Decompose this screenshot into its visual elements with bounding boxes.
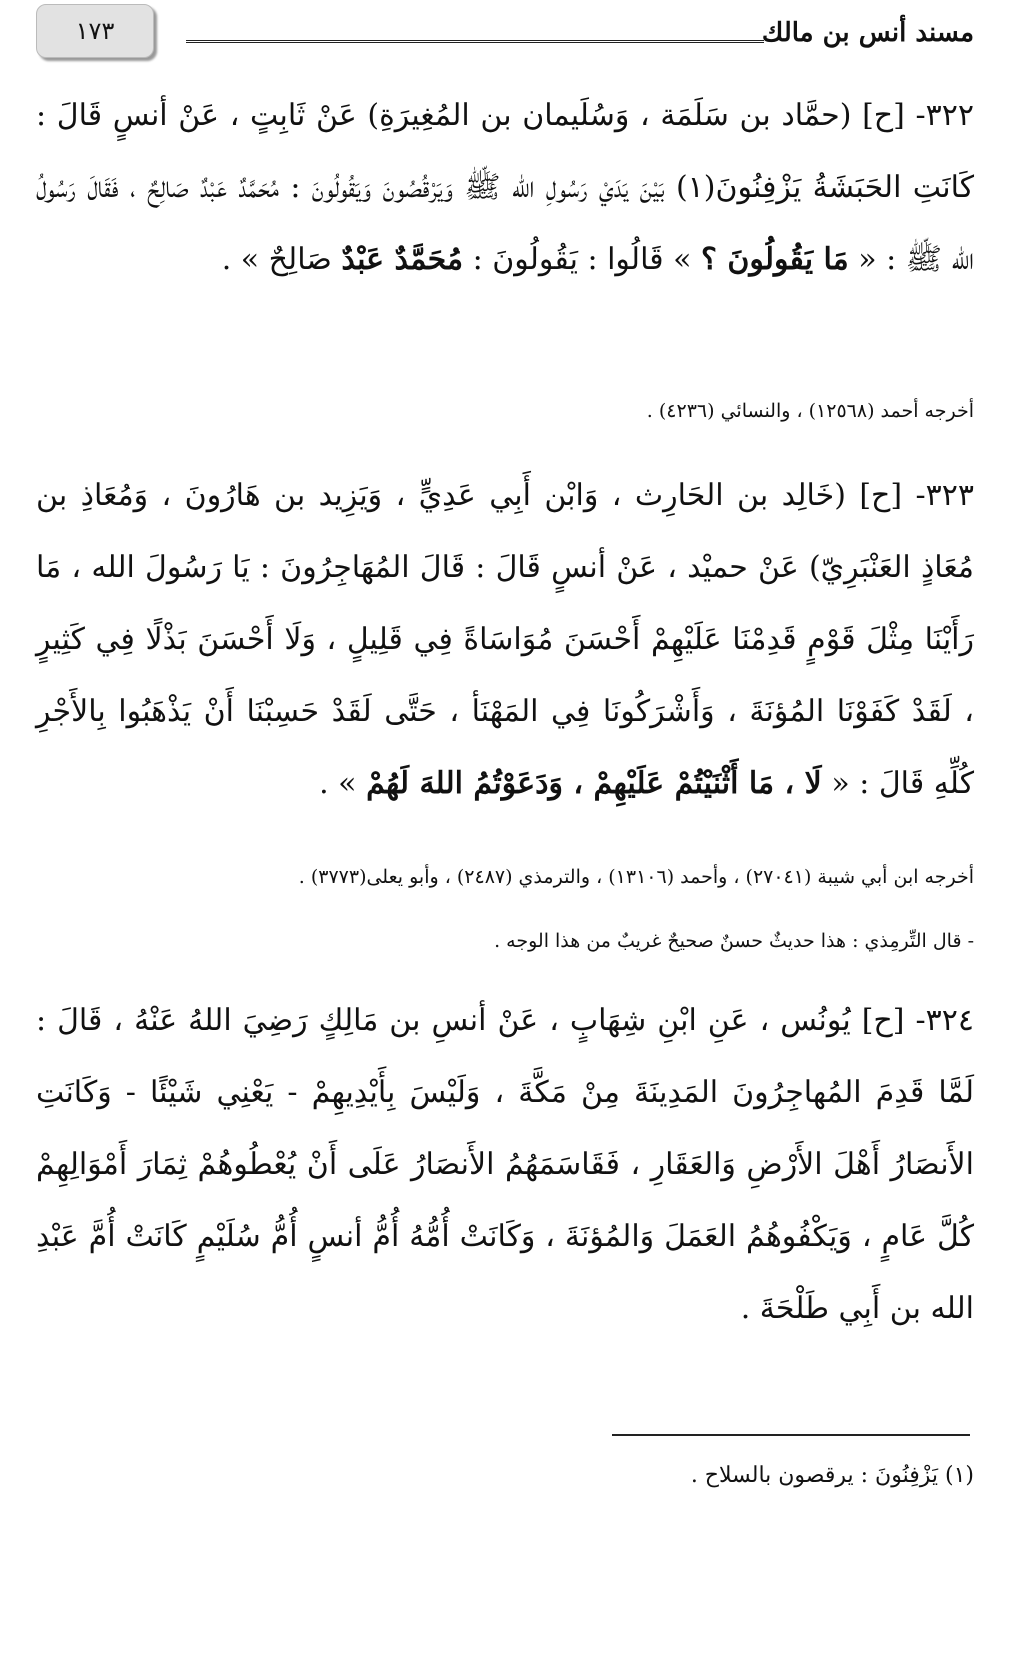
hadith-323 xyxy=(36,460,974,820)
hadith-322-quote: مُحَمَّدٌ عَبْدٌ xyxy=(341,242,464,277)
hadith-322-end: صَالِحٌ » . xyxy=(221,242,332,277)
footnote-rule xyxy=(612,1434,970,1438)
hadith-322 xyxy=(36,80,974,296)
hadith-324-text: ٣٢٤- [ح] يُونُس ، عَنِ ابْنِ شِهَابٍ ، عَنْ أنسِ بن مَالِكٍ رَضِيَ اللهُ عَنْهُ ، قَالَ : لَمَّا قَدِمَ المُهاجِرُونَ المَدِينَةَ مِنْ مَكَّةَ ، وَلَيْسَ بِأَيْدِيهِمْ - يَعْنِي شَيْئًا - وَكَانَتِ الأَنصَارُ أَهْلَ الأَرْضِ وَالعَقَارِ ، فَقَاسَمَهُمُ الأَنصَارُ عَلَى أَنْ يُعْطُوهُمْ ثِمَارَ أَمْوَالِهِمْ كُلَّ عَامٍ ، وَيَكْفُوهُمُ العَمَلَ وَالمُؤنَةَ ، وَكَانَتْ أُمُّهُ أُمُّ أنسٍ أُمُّ سُلَيْمٍ كَانَتْ أُمَّ عَبْدِ الله بن أَبِي طَلْحَةَ . xyxy=(36,1003,974,1326)
hadith-322-prophet-words: مَا يَقُولُونَ ؟ xyxy=(701,242,849,277)
hadith-323-text: ٣٢٣- [ح] (خَالِد بن الحَارِث ، وَابْن أَبِي عَدِيٍّ ، وَيَزِيد بن هَارُونَ ، وَمُعَاذِ بن مُعَاذٍ العَنْبَرِيّ) عَنْ حميْد ، عَنْ أنسٍ قَالَ : قَالَ المُهَاجِرُونَ : يَا رَسُولَ الله ، مَا رَأَيْنَا مِثْلَ قَوْمٍ قَدِمْنَا عَلَيْهِمْ أَحْسَنَ مُوَاسَاةً فِي قَلِيلٍ ، وَلَا أَحْسَنَ بَذْلًا فِي كَثِيرٍ ، لَقَدْ كَفَوْنَا المُؤنَةَ ، وَأَشْرَكُونَا فِي المَهْنَأ ، حَتَّى لَقَدْ حَسِبْنَا أَنْ يَذْهَبُوا بِالأَجْرِ كُلِّهِ قَالَ : « xyxy=(36,478,974,801)
hadith-322-text: ٣٢٢- [ح] (حمَّاد بن سَلَمَة ، وَسُلَيمان بن المُغِيرَةِ) عَنْ ثَابِتٍ ، عَنْ أنسٍ قَالَ : كَانَتِ الحَبَشَةُ يَزْفِنُونَ(١) بَيْنَ يَدَيْ رَسُولِ الله ﷺ وَيَرْقُصُونَ وَيَقُولُونَ : مُحَمَّدٌ عَبْدٌ صَالِحٌ ، فَقَالَ رَسُولُ الله ﷺ : « xyxy=(36,98,975,277)
takhrij-322: أخرجه أحمد (١٢٥٦٨) ، والنسائي (٤٢٣٦) . xyxy=(646,400,974,422)
book-title: مسند أنس بن مالك xyxy=(761,18,974,48)
tirmidhi-comment: - قال التِّرمِذي : هذا حديثٌ حسنٌ صحيحٌ غريبٌ من هذا الوجه . xyxy=(494,930,974,952)
hadith-324 xyxy=(36,985,974,1345)
hadith-322-middle: » قَالُوا : يَقُولُونَ : xyxy=(472,242,692,277)
hadith-323-prophet-words: لَا ، مَا أَثْنَيْتُمْ عَلَيْهِمْ ، وَدَعَوْتُمُ اللهَ لَهُمْ xyxy=(366,766,822,801)
header-rule xyxy=(186,40,764,46)
page-number-tab xyxy=(36,4,154,58)
hadith-323-end: » . xyxy=(319,766,357,801)
footnote: (١) يَزْفِنُونَ : يرقصون بالسلاح . xyxy=(690,1463,974,1488)
takhrij-323: أخرجه ابن أبي شيبة (٢٧٠٤١) ، وأحمد (١٣١٠٦) ، والترمذي (٢٤٨٧) ، وأبو يعلى(٣٧٧٣) . xyxy=(298,866,974,888)
page-header xyxy=(36,4,974,60)
page-number: ١٧٣ xyxy=(75,17,115,45)
